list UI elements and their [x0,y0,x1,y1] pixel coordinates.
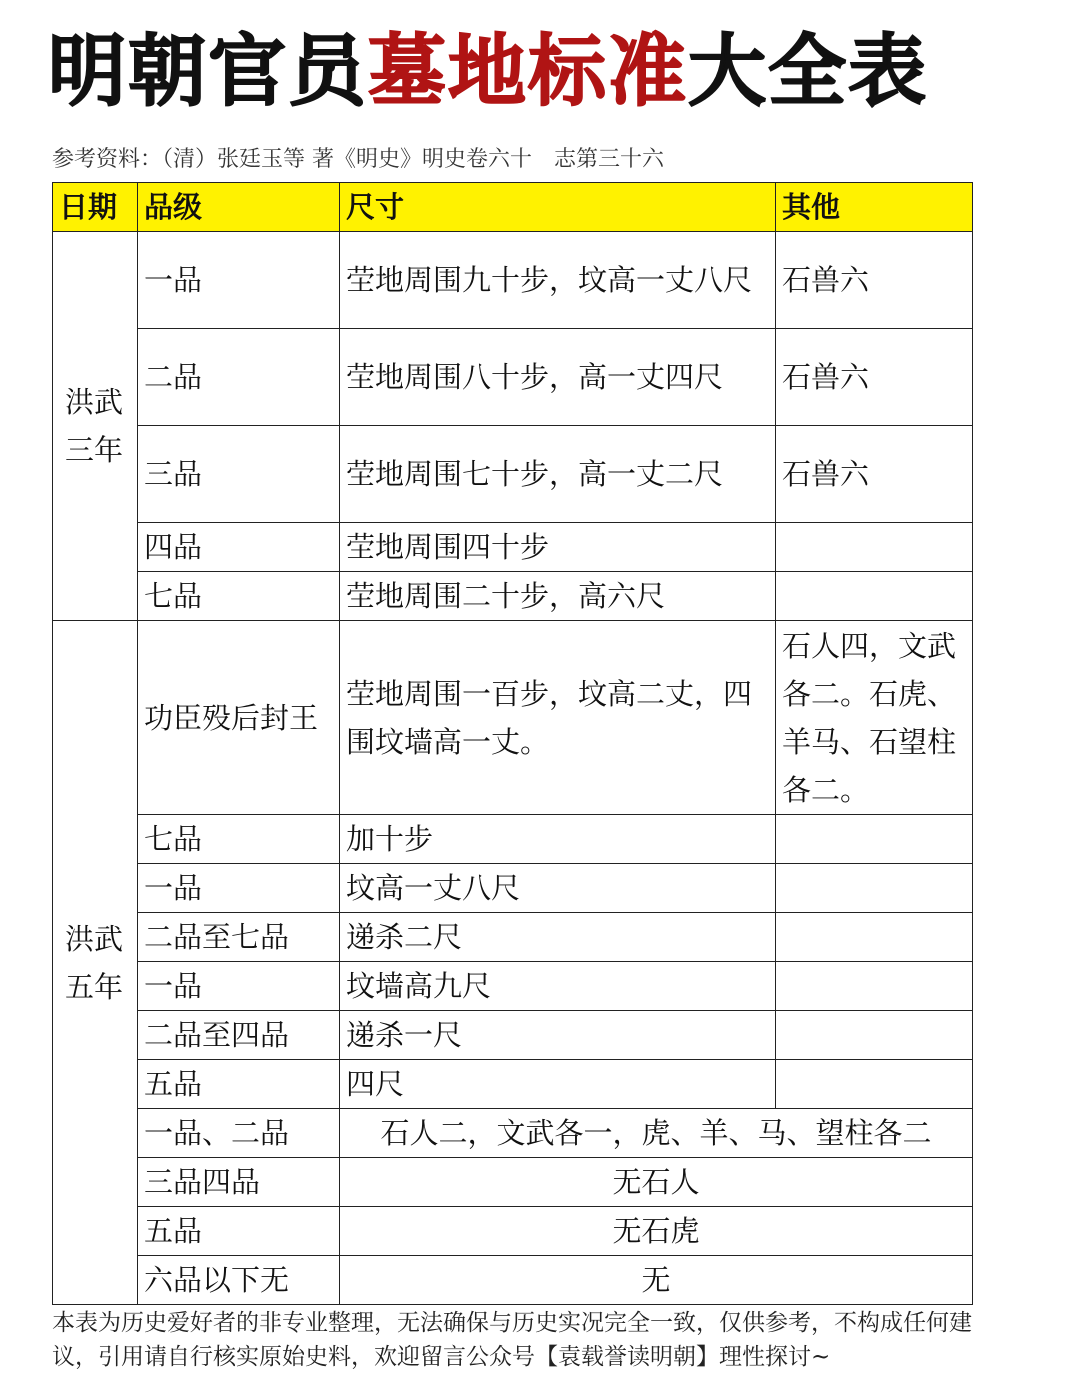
table-row [53,523,973,572]
other-cell [776,572,973,621]
title-part-3: 大全表 [688,27,929,117]
table-row [53,329,973,426]
table-header-row [53,183,973,232]
size-cell: 茔地周围一百步，坟高二丈，四围坟墙高一丈。 [340,621,776,815]
rank-cell: 功臣殁后封王 [138,621,340,815]
rank-cell: 二品至七品 [138,913,340,962]
table-row [53,1109,973,1158]
rank-cell: 二品至四品 [138,1011,340,1060]
table-row [53,1060,973,1109]
header-date: 日期 [53,183,138,232]
size-cell: 坟墙高九尺 [340,962,776,1011]
date-cell-hongwu-3 [53,232,138,621]
rank-cell: 五品 [138,1207,340,1256]
other-cell [776,1060,973,1109]
size-cell: 茔地周围八十步，高一丈四尺 [340,329,776,426]
other-cell: 石兽六 [776,232,973,329]
table-row [53,962,973,1011]
reference-line: 参考资料：（清）张廷玉等 著《明史》明史卷六十 志第三十六 [52,147,664,172]
rank-cell: 五品 [138,1060,340,1109]
other-cell: 石人四，文武各二。石虎、羊马、石望柱各二。 [776,621,973,815]
table-row [53,815,973,864]
date-label: 洪武 五年 [65,921,124,1004]
other-cell [776,864,973,913]
other-cell [776,523,973,572]
header-size: 尺寸 [340,183,776,232]
other-cell [776,815,973,864]
size-cell: 茔地周围四十步 [340,523,776,572]
header-other: 其他 [776,183,973,232]
header-rank: 品级 [138,183,340,232]
rank-cell: 一品、二品 [138,1109,340,1158]
table-row [53,1256,973,1305]
size-cell: 茔地周围二十步，高六尺 [340,572,776,621]
burial-standard-table [52,182,973,1305]
other-cell [776,1011,973,1060]
table-row [53,232,973,329]
rank-cell: 三品 [138,426,340,523]
table-row [53,426,973,523]
title-part-1: 明朝官员 [48,27,369,117]
size-cell: 坟高一丈八尺 [340,864,776,913]
rank-cell: 三品四品 [138,1158,340,1207]
other-cell: 石兽六 [776,329,973,426]
size-cell: 递杀二尺 [340,913,776,962]
table-row [53,864,973,913]
merged-cell: 石人二，文武各一，虎、羊、马、望柱各二 [340,1109,973,1158]
table-row [53,1207,973,1256]
rank-cell: 六品以下无 [138,1256,340,1305]
table-row [53,1011,973,1060]
rank-cell: 一品 [138,232,340,329]
size-cell: 递杀一尺 [340,1011,776,1060]
table-row [53,621,973,815]
page-title [48,22,1008,122]
rank-cell: 一品 [138,962,340,1011]
table-row [53,572,973,621]
merged-cell: 无石人 [340,1158,973,1207]
rank-cell: 一品 [138,864,340,913]
size-cell: 茔地周围九十步，坟高一丈八尺 [340,232,776,329]
table-row [53,913,973,962]
other-cell: 石兽六 [776,426,973,523]
size-cell: 加十步 [340,815,776,864]
title-part-2: 墓地标准 [368,27,689,117]
table-row [53,1158,973,1207]
merged-cell: 无 [340,1256,973,1305]
size-cell: 四尺 [340,1060,776,1109]
rank-cell: 七品 [138,815,340,864]
rank-cell: 四品 [138,523,340,572]
date-cell-hongwu-5 [53,621,138,1305]
rank-cell: 七品 [138,572,340,621]
disclaimer-footer: 本表为历史爱好者的非专业整理，无法确保与历史实况完全一致，仅供参考，不构成任何建议，引用请自行核实原始史料，欢迎留言公众号【袁载誉读明朝】理性探讨~ [52,1310,972,1370]
other-cell [776,962,973,1011]
other-cell [776,913,973,962]
date-label: 洪武 三年 [65,385,124,467]
size-cell: 茔地周围七十步，高一丈二尺 [340,426,776,523]
rank-cell: 二品 [138,329,340,426]
merged-cell: 无石虎 [340,1207,973,1256]
